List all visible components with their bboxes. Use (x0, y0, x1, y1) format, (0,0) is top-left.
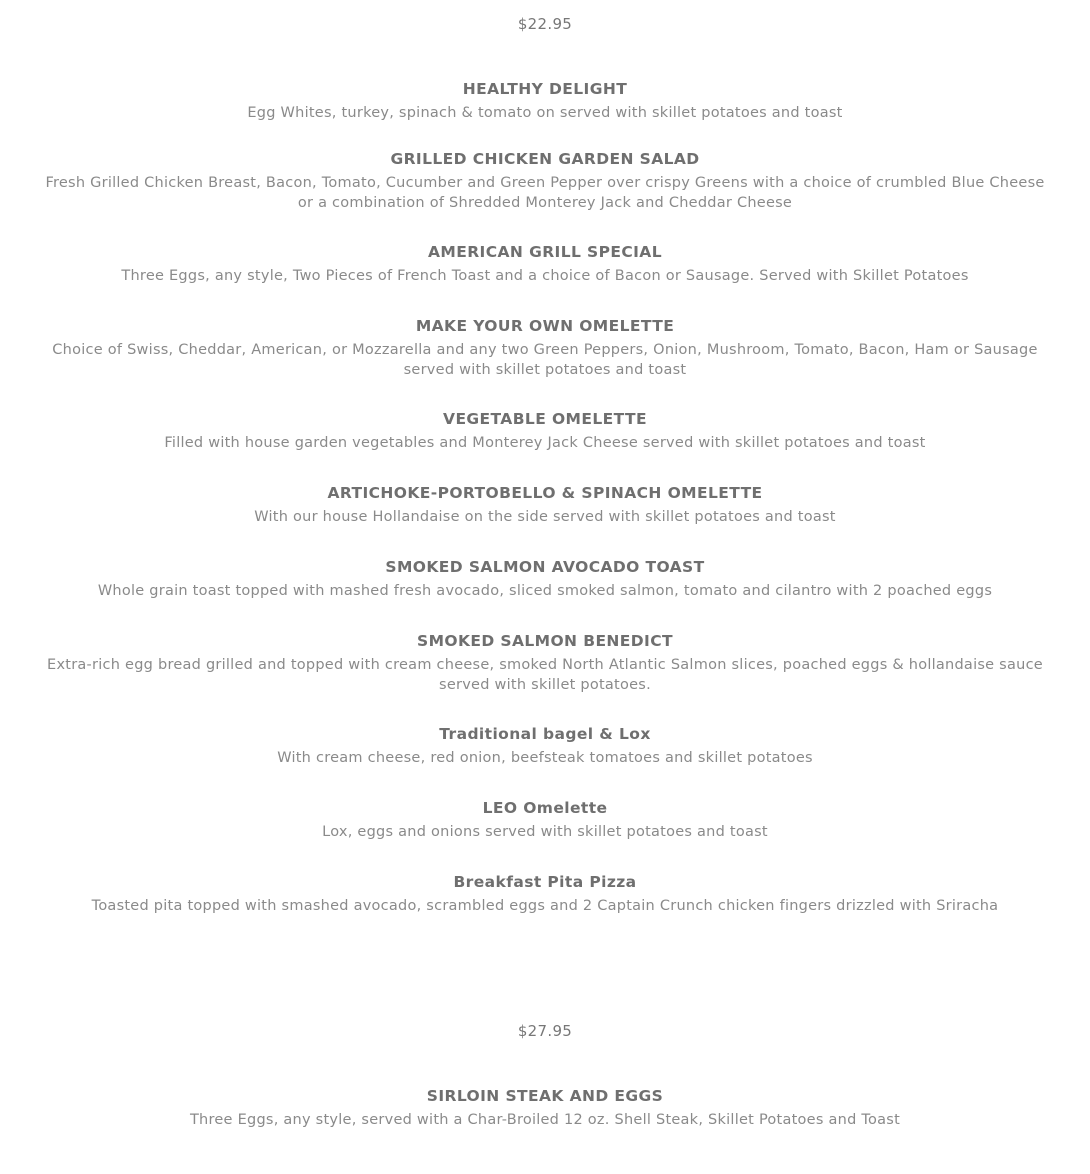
menu-section (0, 14, 1090, 916)
breakfast-menu (0, 14, 1090, 1130)
item-name: Traditional bagel & Lox (439, 725, 651, 743)
item-description: With cream cheese, red onion, beefsteak tomatoes and skillet potatoes (277, 750, 813, 766)
item-description: Filled with house garden vegetables and Monterey Jack Cheese served with skillet potatoes and toast (164, 435, 926, 451)
menu-item (0, 409, 1090, 453)
item-name: Breakfast Pita Pizza (453, 873, 637, 891)
menu-item (0, 872, 1090, 916)
menu-item (0, 483, 1090, 527)
item-name: MAKE YOUR OWN OMELETTE (415, 317, 675, 335)
item-description: Three Eggs, any style, Two Pieces of French Toast and a choice of Bacon or Sausage. Served with Skillet Potatoes (121, 268, 969, 284)
menu-item (0, 557, 1090, 601)
menu-item (0, 724, 1090, 768)
menu-item (0, 316, 1090, 380)
section-price: $27.95 (517, 1022, 573, 1040)
item-description: With our house Hollandaise on the side served with skillet potatoes and toast (254, 509, 836, 525)
item-description: Lox, eggs and onions served with skillet potatoes and toast (322, 824, 768, 840)
item-name: SMOKED SALMON AVOCADO TOAST (385, 558, 705, 576)
item-name: GRILLED CHICKEN GARDEN SALAD (390, 150, 700, 168)
item-name: LEO Omelette (482, 799, 608, 817)
menu-item (0, 242, 1090, 286)
menu-item (0, 631, 1090, 695)
item-name: VEGETABLE OMELETTE (443, 410, 647, 428)
menu-item (0, 1086, 1090, 1130)
menu-item (0, 149, 1090, 213)
item-description: Fresh Grilled Chicken Breast, Bacon, Tomato, Cucumber and Green Pepper over crispy Greens with a choice of crumbled Blue Cheese or a combination of Shredded Monterey Jack and Cheddar Cheese (45, 175, 1045, 211)
item-name: ARTICHOKE-PORTOBELLO & SPINACH OMELETTE (327, 484, 763, 502)
section-price: $22.95 (517, 15, 573, 33)
item-description: Whole grain toast topped with mashed fresh avocado, sliced smoked salmon, tomato and cilantro with 2 poached eggs (97, 583, 993, 599)
item-name: SMOKED SALMON BENEDICT (417, 632, 673, 650)
item-name: SIRLOIN STEAK AND EGGS (426, 1087, 664, 1105)
item-description: Toasted pita topped with smashed avocado, scrambled eggs and 2 Captain Crunch chicken fingers drizzled with Sriracha (91, 898, 999, 914)
menu-section (0, 1021, 1090, 1130)
menu-item (0, 79, 1090, 123)
item-description: Extra-rich egg bread grilled and topped with cream cheese, smoked North Atlantic Salmon slices, poached eggs & hollandaise sauce served with skillet potatoes. (47, 657, 1043, 693)
item-description: Choice of Swiss, Cheddar, American, or Mozzarella and any two Green Peppers, Onion, Mushroom, Tomato, Bacon, Ham or Sausage served with skillet potatoes and toast (52, 342, 1038, 378)
item-description: Egg Whites, turkey, spinach & tomato on served with skillet potatoes and toast (247, 105, 843, 121)
menu-item (0, 798, 1090, 842)
item-name: HEALTHY DELIGHT (462, 80, 628, 98)
item-name: AMERICAN GRILL SPECIAL (428, 243, 662, 261)
item-description: Three Eggs, any style, served with a Char-Broiled 12 oz. Shell Steak, Skillet Potatoes and Toast (189, 1112, 901, 1128)
